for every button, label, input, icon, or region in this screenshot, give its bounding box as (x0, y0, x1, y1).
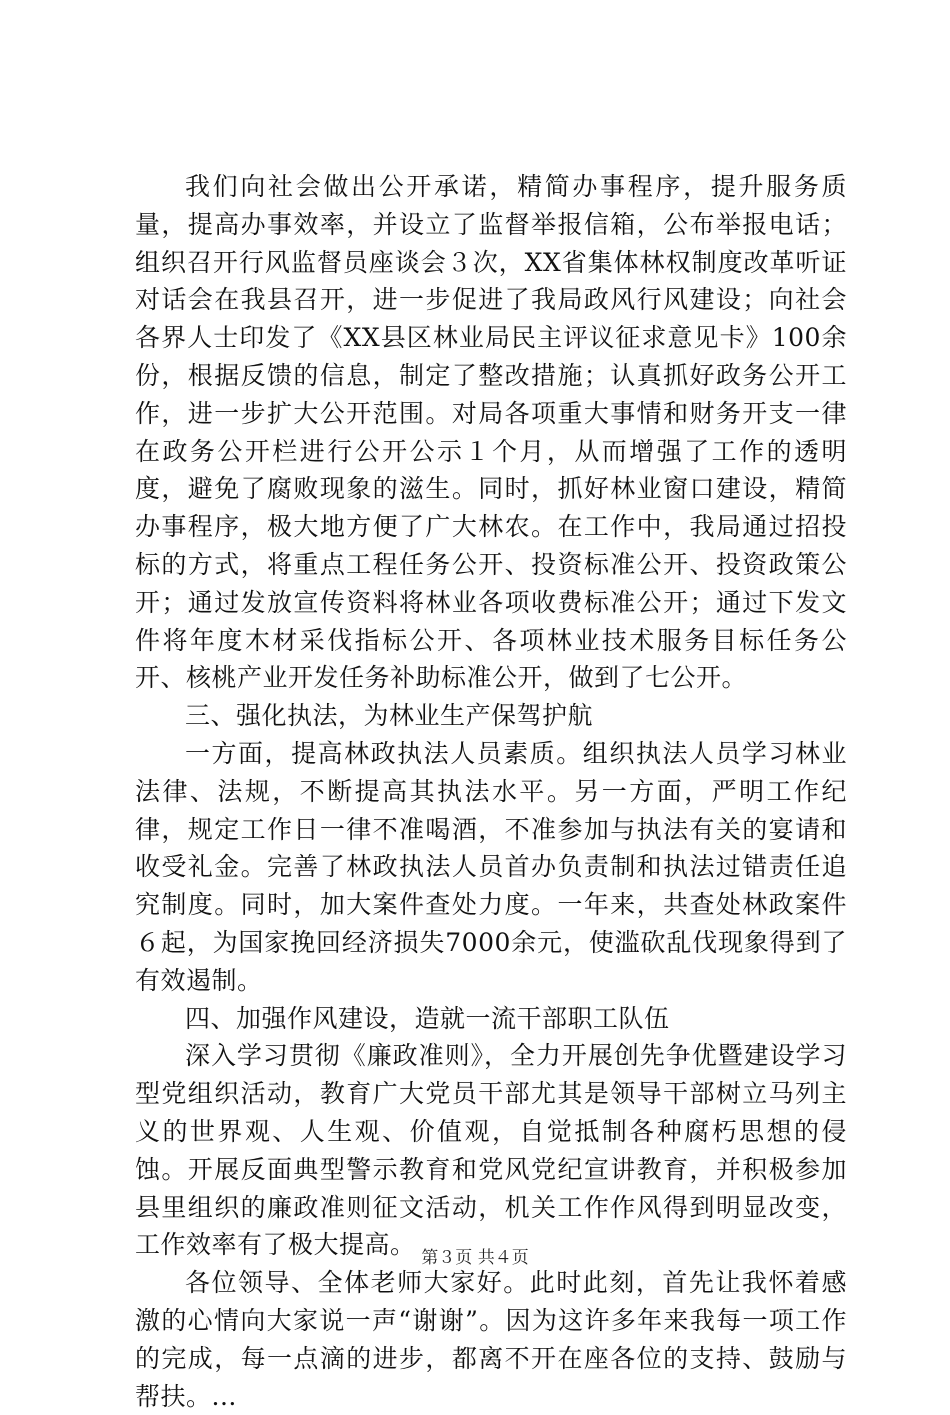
page-indicator: 第３页 共４页 (421, 1248, 529, 1268)
paragraph-work-style: 深入学习贯彻《廉政准则》，全力开展创先争优暨建设学习型党组织活动，教育广大党员干部尤其是领导干部树立马列主义的世界观、人生观、价值观，自觉抵制各种腐朽思想的侵蚀。开展反面典型警示教育和党风党纪宣讲教育，并积极参加县里组织的廉政准则征文活动，机关工作作风得到明显改变，工作效率有了极大提高。 (135, 1041, 847, 1260)
paragraph-commitment: 我们向社会做出公开承诺，精简办事程序，提升服务质量，提高办事效率，并设立了监督举报信箱，公布举报电话；组织召开行风监督员座谈会３次，XX省集体林权制度改革听证对话会在我县召开，进一步促进了我局政风行风建设；向社会各界人士印发了《XX县区林业局民主评议征求意见卡》100余份，根据反馈的信息，制定了整改措施；认真抓好政务公开工作，进一步扩大公开范围。对局各项重大事情和财务开支一律在政务公开栏进行公开公示１个月，从而增强了工作的透明度，避免了腐败现象的滋生。同时，抓好林业窗口建设，精简办事程序，极大地方便了广大林农。在工作中，我局通过招投标的方式，将重点工程任务公开、投资标准公开、投资政策公开；通过发放宣传资料将林业各项收费标准公开；通过下发文件将年度木材采伐指标公开、各项林业技术服务目标任务公开、核桃产业开发任务补助标准公开，做到了七公开。 (135, 172, 847, 693)
paragraph-law-enforcement: 一方面，提高林政执法人员素质。组织执法人员学习林业法律、法规，不断提高其执法水平。另一方面，严明工作纪律，规定工作日一律不准喝酒，不准参加与执法有关的宴请和收受礼金。完善了林政执法人员首办负责制和执法过错责任追究制度。同时，加大案件查处力度。一年来，共查处林政案件６起，为国家挽回经济损失7000余元，使滥砍乱伐现象得到了有效遏制。 (135, 738, 847, 995)
document-body (135, 168, 847, 1415)
section-heading-work-style: 四、加强作风建设，造就一流干部职工队伍 (185, 1003, 670, 1033)
section-heading-law-enforcement: 三、强化执法，为林业生产保驾护航 (185, 701, 594, 731)
paragraph-speech-opening: 各位领导、全体老师大家好。此时此刻，首先让我怀着感激的心情向大家说一声“谢谢”。因为这许多年来我每一项工作的完成，每一点滴的进步，都离不开在座各位的支持、鼓励与帮扶。... (135, 1268, 847, 1411)
page-footer (0, 1247, 950, 1269)
